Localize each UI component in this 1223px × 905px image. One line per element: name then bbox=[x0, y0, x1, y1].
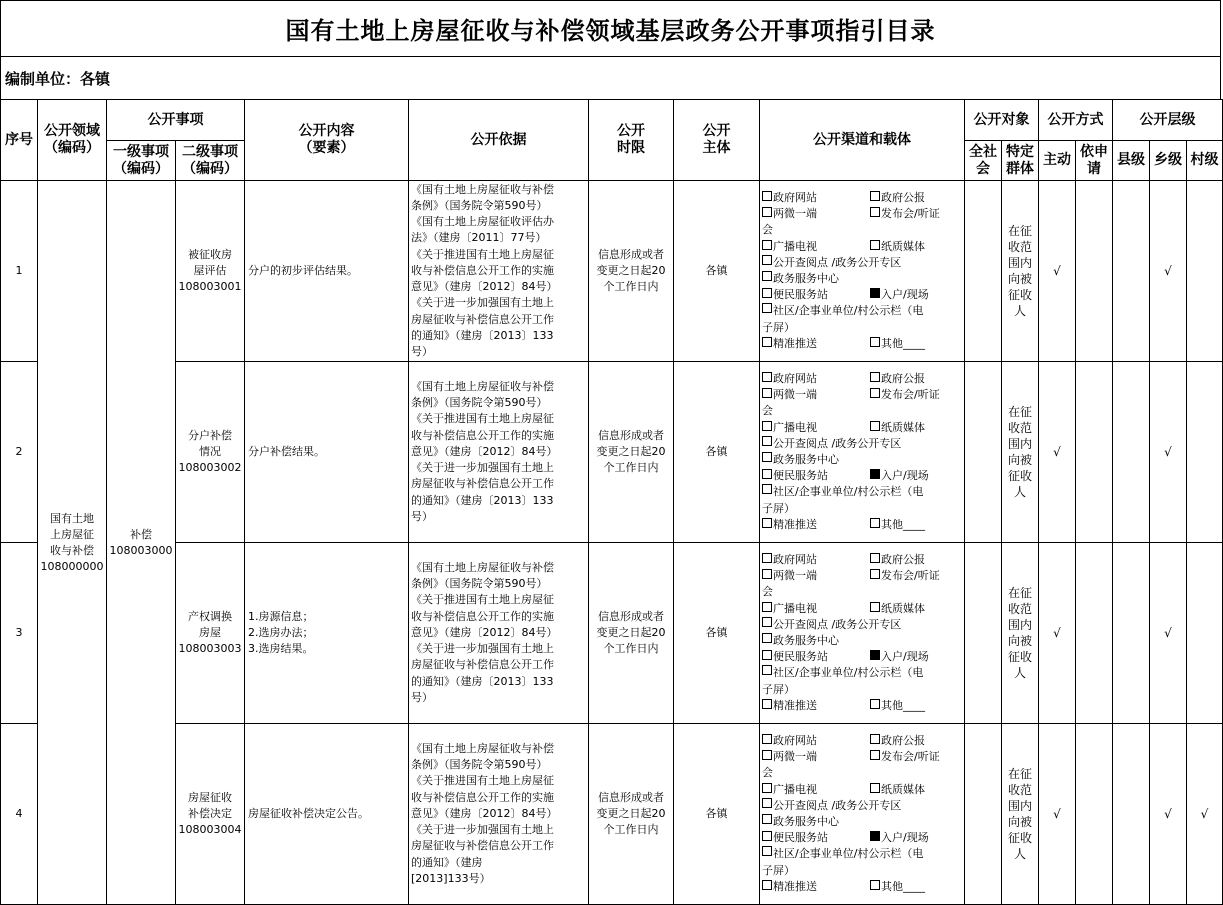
checkbox-icon bbox=[870, 518, 880, 528]
row-level-village: √ bbox=[1187, 724, 1223, 905]
channel-broadcast: 广播电视 bbox=[773, 782, 817, 796]
row-channels bbox=[760, 543, 965, 724]
row-mode-active: √ bbox=[1039, 543, 1076, 724]
channel-two-micro: 两微一端 bbox=[773, 388, 817, 402]
header-level1: 一级事项 （编码） bbox=[107, 141, 176, 181]
channel-other: 其他____ bbox=[881, 698, 925, 712]
channel-convenience: 便民服务站 bbox=[773, 469, 828, 483]
channel-door: 入户/现场 bbox=[881, 288, 929, 302]
channel-two-micro: 两微一端 bbox=[773, 750, 817, 764]
header-level: 公开层级 bbox=[1113, 100, 1223, 141]
channel-press-tail: 会 bbox=[762, 404, 773, 418]
checked-box-icon bbox=[870, 288, 880, 298]
channel-community: 社区/企事业单位/村公示栏（电 bbox=[773, 304, 924, 318]
row-target-specific: 在征 收范 围内 向被 征收 人 bbox=[1002, 724, 1039, 905]
row-target-specific: 在征 收范 围内 向被 征收 人 bbox=[1002, 543, 1039, 724]
channel-gov-site: 政府网站 bbox=[773, 371, 817, 385]
checkbox-icon bbox=[762, 650, 772, 660]
table-row bbox=[1, 181, 1223, 362]
header-mode-apply: 依申 请 bbox=[1076, 141, 1113, 181]
channel-paper: 纸质媒体 bbox=[881, 239, 925, 253]
channel-precise: 精准推送 bbox=[773, 698, 817, 712]
header-mode-active: 主动 bbox=[1039, 141, 1076, 181]
checkbox-icon bbox=[762, 303, 772, 313]
channel-press: 发布会/听证 bbox=[881, 569, 940, 583]
checkbox-icon bbox=[762, 569, 772, 579]
channel-service-center: 政务服务中心 bbox=[773, 453, 839, 466]
row-content: 分户补偿结果。 bbox=[245, 362, 409, 543]
checkbox-icon bbox=[870, 240, 880, 250]
checkbox-icon bbox=[762, 617, 772, 627]
checked-box-icon bbox=[870, 831, 880, 841]
header-row-1 bbox=[1, 100, 1223, 141]
checkbox-icon bbox=[762, 734, 772, 744]
row-time: 信息形成或者 变更之日起20 个工作日内 bbox=[589, 724, 674, 905]
checkbox-icon bbox=[762, 750, 772, 760]
checked-box-icon bbox=[870, 469, 880, 479]
channel-paper: 纸质媒体 bbox=[881, 782, 925, 796]
row-mode-apply bbox=[1076, 543, 1113, 724]
header-domain: 公开领域 （编码） bbox=[38, 100, 107, 181]
checkbox-icon bbox=[762, 469, 772, 479]
row-channels bbox=[760, 724, 965, 905]
channel-community-tail: 子屏） bbox=[762, 320, 795, 334]
channel-press-tail: 会 bbox=[762, 585, 773, 599]
row-mode-apply bbox=[1076, 362, 1113, 543]
channel-reading: 公开查阅点 /政务公开专区 bbox=[773, 255, 902, 269]
row-seq: 4 bbox=[1, 724, 38, 905]
checkbox-icon bbox=[870, 734, 880, 744]
channel-paper: 纸质媒体 bbox=[881, 420, 925, 434]
checkbox-icon bbox=[870, 388, 880, 398]
row-seq: 2 bbox=[1, 362, 38, 543]
header-seq: 序号 bbox=[1, 100, 38, 181]
header-target-all: 全社 会 bbox=[965, 141, 1002, 181]
row-level-town: √ bbox=[1150, 181, 1187, 362]
checkbox-icon bbox=[762, 337, 772, 347]
row-subject: 各镇 bbox=[674, 543, 760, 724]
channel-gov-site: 政府网站 bbox=[773, 552, 817, 566]
checkbox-icon bbox=[870, 207, 880, 217]
compiling-unit: 编制单位：各镇 bbox=[0, 56, 1221, 100]
checked-box-icon bbox=[870, 650, 880, 660]
header-target-specific: 特定 群体 bbox=[1002, 141, 1039, 181]
row-basis: 《国有土地上房屋征收与补偿 条例》（国务院令第590号） 《关于推进国有土地上房屋征 收与补偿信息公开工作的实施 意见》（建房〔2012〕84号） 《关于进一步加强国有土地上 房屋征收与补偿信息公开工作 的通知》（建房 [2013]133号） bbox=[409, 724, 589, 905]
channel-press: 发布会/听证 bbox=[881, 388, 940, 402]
channel-door: 入户/现场 bbox=[881, 650, 929, 664]
row-target-all bbox=[965, 181, 1002, 362]
row-channels bbox=[760, 181, 965, 362]
channel-two-micro: 两微一端 bbox=[773, 569, 817, 583]
checkbox-icon bbox=[870, 553, 880, 563]
row-target-specific: 在征 收范 围内 向被 征收 人 bbox=[1002, 362, 1039, 543]
channel-door: 入户/现场 bbox=[881, 831, 929, 845]
channel-other: 其他____ bbox=[881, 517, 925, 531]
header-level-county: 县级 bbox=[1113, 141, 1150, 181]
checkbox-icon bbox=[762, 699, 772, 709]
channel-gov-site: 政府网站 bbox=[773, 733, 817, 747]
level1-cell: 补偿 108003000 bbox=[107, 181, 176, 905]
table-row bbox=[1, 543, 1223, 724]
checkbox-icon bbox=[870, 699, 880, 709]
channel-door: 入户/现场 bbox=[881, 469, 929, 483]
channel-broadcast: 广播电视 bbox=[773, 420, 817, 434]
channel-community: 社区/企事业单位/村公示栏（电 bbox=[773, 485, 924, 499]
header-level-town: 乡级 bbox=[1150, 141, 1187, 181]
row-target-all bbox=[965, 724, 1002, 905]
checkbox-icon bbox=[762, 388, 772, 398]
checkbox-icon bbox=[762, 484, 772, 494]
channel-gov-gazette: 政府公报 bbox=[881, 552, 925, 566]
row-content: 分户的初步评估结果。 bbox=[245, 181, 409, 362]
row-time: 信息形成或者 变更之日起20 个工作日内 bbox=[589, 543, 674, 724]
header-time: 公开 时限 bbox=[589, 100, 674, 181]
row-target-all bbox=[965, 543, 1002, 724]
checkbox-icon bbox=[870, 783, 880, 793]
channel-service-center: 政务服务中心 bbox=[773, 272, 839, 285]
checkbox-icon bbox=[762, 880, 772, 890]
row-level2: 产权调换 房屋 108003003 bbox=[176, 543, 245, 724]
channel-press: 发布会/听证 bbox=[881, 750, 940, 764]
channel-reading: 公开查阅点 /政务公开专区 bbox=[773, 798, 902, 812]
row-time: 信息形成或者 变更之日起20 个工作日内 bbox=[589, 362, 674, 543]
checkbox-icon bbox=[762, 240, 772, 250]
row-level2: 分户补偿 情况 108003002 bbox=[176, 362, 245, 543]
row-level-town: √ bbox=[1150, 543, 1187, 724]
header-mode: 公开方式 bbox=[1039, 100, 1113, 141]
row-subject: 各镇 bbox=[674, 362, 760, 543]
channel-gov-site: 政府网站 bbox=[773, 190, 817, 204]
header-level-village: 村级 bbox=[1187, 141, 1223, 181]
channel-broadcast: 广播电视 bbox=[773, 239, 817, 253]
table-row bbox=[1, 362, 1223, 543]
channel-press-tail: 会 bbox=[762, 766, 773, 780]
checkbox-icon bbox=[762, 814, 772, 824]
row-level-village bbox=[1187, 543, 1223, 724]
channel-precise: 精准推送 bbox=[773, 879, 817, 893]
checkbox-icon bbox=[870, 372, 880, 382]
row-level-town: √ bbox=[1150, 724, 1187, 905]
channel-convenience: 便民服务站 bbox=[773, 650, 828, 664]
row-level-county bbox=[1113, 362, 1150, 543]
row-mode-active: √ bbox=[1039, 181, 1076, 362]
row-level-county bbox=[1113, 724, 1150, 905]
channel-precise: 精准推送 bbox=[773, 517, 817, 531]
checkbox-icon bbox=[762, 633, 772, 643]
row-level2: 房屋征收 补偿决定 108003004 bbox=[176, 724, 245, 905]
channel-community: 社区/企事业单位/村公示栏（电 bbox=[773, 666, 924, 680]
channel-community-tail: 子屏） bbox=[762, 682, 795, 696]
header-basis: 公开依据 bbox=[409, 100, 589, 181]
checkbox-icon bbox=[870, 602, 880, 612]
row-content: 房屋征收补偿决定公告。 bbox=[245, 724, 409, 905]
checkbox-icon bbox=[762, 421, 772, 431]
channel-community-tail: 子屏） bbox=[762, 501, 795, 515]
channel-two-micro: 两微一端 bbox=[773, 207, 817, 221]
row-target-specific: 在征 收范 围内 向被 征收 人 bbox=[1002, 181, 1039, 362]
channel-press-tail: 会 bbox=[762, 223, 773, 237]
checkbox-icon bbox=[762, 518, 772, 528]
row-subject: 各镇 bbox=[674, 181, 760, 362]
row-channels bbox=[760, 362, 965, 543]
checkbox-icon bbox=[870, 337, 880, 347]
row-level-town: √ bbox=[1150, 362, 1187, 543]
channel-gov-gazette: 政府公报 bbox=[881, 733, 925, 747]
channel-precise: 精准推送 bbox=[773, 336, 817, 350]
checkbox-icon bbox=[870, 569, 880, 579]
checkbox-icon bbox=[870, 750, 880, 760]
channel-other: 其他____ bbox=[881, 336, 925, 350]
row-seq: 1 bbox=[1, 181, 38, 362]
row-content: 1.房源信息； 2.选房办法； 3.选房结果。 bbox=[245, 543, 409, 724]
row-subject: 各镇 bbox=[674, 724, 760, 905]
header-level2: 二级事项 （编码） bbox=[176, 141, 245, 181]
checkbox-icon bbox=[762, 831, 772, 841]
directory-table bbox=[0, 99, 1223, 905]
channel-service-center: 政务服务中心 bbox=[773, 634, 839, 647]
row-level-village bbox=[1187, 181, 1223, 362]
channel-community-tail: 子屏） bbox=[762, 863, 795, 877]
row-level-county bbox=[1113, 543, 1150, 724]
channel-paper: 纸质媒体 bbox=[881, 601, 925, 615]
table-row bbox=[1, 724, 1223, 905]
header-target: 公开对象 bbox=[965, 100, 1039, 141]
row-basis: 《国有土地上房屋征收与补偿 条例》（国务院令第590号） 《国有土地上房屋征收评估办 法》（建房〔2011〕77号） 《关于推进国有土地上房屋征 收与补偿信息公开工作的实施 意见》（建房〔2012〕84号） 《关于进一步加强国有土地上 房屋征收与补偿信息公开工作 的通知》（建房〔2013〕133 号） bbox=[409, 181, 589, 362]
checkbox-icon bbox=[762, 191, 772, 201]
channel-gov-gazette: 政府公报 bbox=[881, 371, 925, 385]
channel-convenience: 便民服务站 bbox=[773, 831, 828, 845]
checkbox-icon bbox=[762, 452, 772, 462]
channel-reading: 公开查阅点 /政务公开专区 bbox=[773, 436, 902, 450]
channel-press: 发布会/听证 bbox=[881, 207, 940, 221]
header-subject: 公开 主体 bbox=[674, 100, 760, 181]
checkbox-icon bbox=[870, 191, 880, 201]
checkbox-icon bbox=[762, 207, 772, 217]
header-items: 公开事项 bbox=[107, 100, 245, 141]
row-mode-apply bbox=[1076, 724, 1113, 905]
checkbox-icon bbox=[762, 271, 772, 281]
checkbox-icon bbox=[762, 288, 772, 298]
checkbox-icon bbox=[762, 798, 772, 808]
row-basis: 《国有土地上房屋征收与补偿 条例》（国务院令第590号） 《关于推进国有土地上房屋征 收与补偿信息公开工作的实施 意见》（建房〔2012〕84号） 《关于进一步加强国有土地上 房屋征收与补偿信息公开工作 的通知》（建房〔2013〕133 号） bbox=[409, 543, 589, 724]
channel-gov-gazette: 政府公报 bbox=[881, 190, 925, 204]
channel-community: 社区/企事业单位/村公示栏（电 bbox=[773, 847, 924, 861]
row-level-county bbox=[1113, 181, 1150, 362]
checkbox-icon bbox=[762, 372, 772, 382]
domain-cell: 国有土地 上房屋征 收与补偿 108000000 bbox=[38, 181, 107, 905]
checkbox-icon bbox=[762, 783, 772, 793]
row-level-village bbox=[1187, 362, 1223, 543]
channel-convenience: 便民服务站 bbox=[773, 288, 828, 302]
checkbox-icon bbox=[870, 880, 880, 890]
checkbox-icon bbox=[870, 421, 880, 431]
row-mode-apply bbox=[1076, 181, 1113, 362]
checkbox-icon bbox=[762, 436, 772, 446]
channel-broadcast: 广播电视 bbox=[773, 601, 817, 615]
channel-reading: 公开查阅点 /政务公开专区 bbox=[773, 617, 902, 631]
row-mode-active: √ bbox=[1039, 362, 1076, 543]
row-level2: 被征收房 屋评估 108003001 bbox=[176, 181, 245, 362]
header-channels: 公开渠道和载体 bbox=[760, 100, 965, 181]
header-content: 公开内容 （要素） bbox=[245, 100, 409, 181]
row-seq: 3 bbox=[1, 543, 38, 724]
checkbox-icon bbox=[762, 846, 772, 856]
page-title: 国有土地上房屋征收与补偿领域基层政务公开事项指引目录 bbox=[0, 0, 1221, 57]
checkbox-icon bbox=[762, 602, 772, 612]
channel-service-center: 政务服务中心 bbox=[773, 815, 839, 828]
checkbox-icon bbox=[762, 665, 772, 675]
row-basis: 《国有土地上房屋征收与补偿 条例》（国务院令第590号） 《关于推进国有土地上房屋征 收与补偿信息公开工作的实施 意见》（建房〔2012〕84号） 《关于进一步加强国有土地上 房屋征收与补偿信息公开工作 的通知》（建房〔2013〕133 号） bbox=[409, 362, 589, 543]
channel-other: 其他____ bbox=[881, 879, 925, 893]
row-time: 信息形成或者 变更之日起20 个工作日内 bbox=[589, 181, 674, 362]
checkbox-icon bbox=[762, 255, 772, 265]
row-target-all bbox=[965, 362, 1002, 543]
checkbox-icon bbox=[762, 553, 772, 563]
row-mode-active: √ bbox=[1039, 724, 1076, 905]
